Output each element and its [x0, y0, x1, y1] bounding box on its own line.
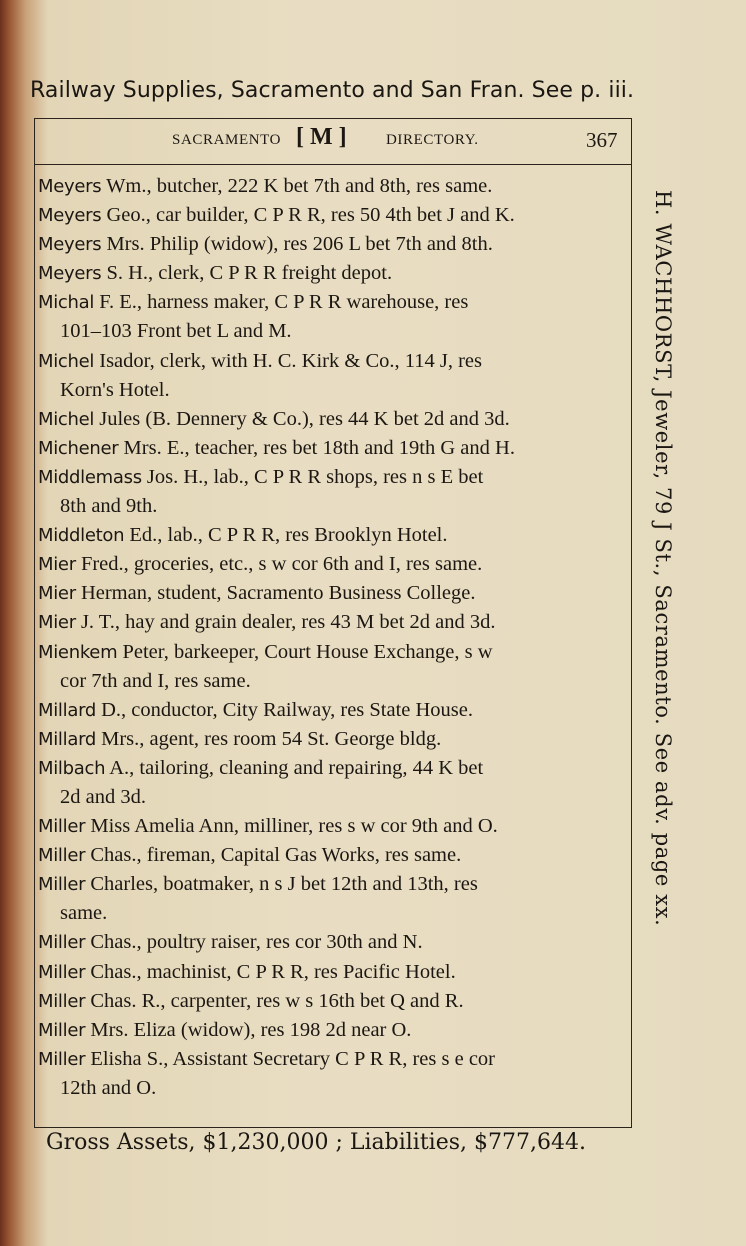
header-city: SACRAMENTO — [172, 132, 282, 148]
directory-entry — [38, 434, 628, 463]
entry-details: Fred., groceries, etc., s w cor 6th and I, res same. — [80, 553, 483, 576]
directory-entry — [38, 201, 628, 230]
header-title: DIRECTORY. — [386, 132, 479, 148]
entry-continuation: 2d and 3d. — [60, 785, 146, 808]
entry-surname: Michal — [38, 292, 95, 314]
entry-details: Elisha S., Assistant Secretary C P R R, res s e cor — [90, 1047, 495, 1070]
directory-entry — [38, 841, 628, 870]
entry-surname: Miller — [38, 961, 86, 983]
side-advertisement — [645, 190, 685, 1070]
page-number: 367 — [586, 128, 618, 152]
entry-surname: Mier — [38, 554, 76, 576]
entry-details: Jos. H., lab., C P R R shops, res n s E bet — [146, 465, 484, 488]
directory-entry — [38, 405, 628, 434]
entry-surname: Millard — [38, 728, 96, 750]
directory-entry — [38, 928, 628, 957]
directory-entry — [38, 958, 628, 987]
entry-surname: Middleton — [38, 525, 125, 547]
entry-continuation: 12th and O. — [60, 1076, 157, 1099]
entry-surname: Michel — [38, 408, 95, 430]
entry-details: Ed., lab., C P R R, res Brooklyn Hotel. — [129, 524, 448, 547]
directory-entry — [38, 1045, 628, 1103]
entry-details: Isador, clerk, with H. C. Kirk & Co., 114 J, res — [99, 349, 482, 372]
entry-details: D., conductor, City Railway, res State House. — [101, 698, 474, 721]
directory-entry — [38, 987, 628, 1016]
entry-details: A., tailoring, cleaning and repairing, 44 K bet — [109, 756, 484, 779]
entry-details: Chas., poultry raiser, res cor 30th and N. — [90, 931, 423, 954]
entry-details: Wm., butcher, 222 K bet 7th and 8th, res same. — [106, 175, 493, 197]
entry-surname: Meyers — [38, 234, 102, 256]
entry-surname: Miller — [38, 932, 86, 954]
directory-entry — [38, 754, 628, 812]
entry-details: Mrs. Philip (widow), res 206 L bet 7th and 8th. — [106, 233, 493, 256]
header-rule — [34, 164, 632, 165]
entry-surname: Millard — [38, 699, 96, 721]
entry-details: Geo., car builder, C P R R, res 50 4th bet J and K. — [106, 204, 515, 227]
entry-details: Mrs. Eliza (widow), res 198 2d near O. — [90, 1018, 412, 1041]
entry-details: S. H., clerk, C P R R freight depot. — [106, 262, 393, 285]
directory-entry — [38, 550, 628, 579]
directory-entry — [38, 347, 628, 405]
entry-details: Peter, barkeeper, Court House Exchange, s w — [122, 640, 493, 663]
directory-entry — [38, 1016, 628, 1045]
entry-details: Charles, boatmaker, n s J bet 12th and 13th, res — [90, 873, 478, 896]
entry-surname: Milbach — [38, 757, 106, 779]
entry-surname: Meyers — [38, 205, 102, 227]
entry-surname: Miller — [38, 990, 86, 1012]
bottom-advertisement: Gross Assets, $1,230,000 ; Liabilities, $777,644. — [46, 1130, 586, 1155]
entry-surname: Middlemass — [38, 466, 142, 488]
entry-details: Herman, student, Sacramento Business College. — [80, 582, 476, 605]
directory-entry — [38, 696, 628, 725]
entry-details: Mrs. E., teacher, res bet 18th and 19th G and H. — [123, 436, 515, 459]
entry-surname: Miller — [38, 1019, 86, 1041]
directory-entry — [38, 579, 628, 608]
entry-surname: Michener — [38, 437, 119, 459]
entry-surname: Michel — [38, 350, 95, 372]
entry-details: F. E., harness maker, C P R R warehouse, res — [99, 291, 469, 314]
directory-entry — [38, 463, 628, 521]
entry-surname: Miller — [38, 1048, 86, 1070]
entry-surname: Miller — [38, 874, 86, 896]
entry-surname: Meyers — [38, 176, 102, 197]
directory-entry — [38, 288, 628, 346]
entry-surname: Meyers — [38, 263, 102, 285]
entry-details: J. T., hay and grain dealer, res 43 M bet 2d and 3d. — [80, 611, 496, 634]
directory-entry — [38, 521, 628, 550]
directory-entry — [38, 259, 628, 288]
side-advertisement-text: H. WACHHORST, Jeweler, 79 J St., Sacramento. See adv. page xx. — [651, 190, 675, 927]
directory-entry — [38, 725, 628, 754]
entry-continuation: same. — [60, 902, 108, 925]
header-letter: [ M ] — [296, 124, 347, 150]
directory-entry — [38, 172, 628, 201]
directory-entry — [38, 870, 628, 928]
directory-entry — [38, 608, 628, 637]
entry-surname: Miller — [38, 845, 86, 867]
entry-continuation: 101–103 Front bet L and M. — [60, 320, 292, 343]
directory-entry — [38, 230, 628, 259]
directory-entry — [38, 638, 628, 696]
entry-details: Miss Amelia Ann, milliner, res s w cor 9th and O. — [90, 815, 498, 838]
entry-surname: Mienkem — [38, 641, 118, 663]
entry-details: Chas., machinist, C P R R, res Pacific Hotel. — [90, 960, 456, 983]
entry-surname: Miller — [38, 816, 86, 838]
top-advertisement: Railway Supplies, Sacramento and San Fran. See p. iii. — [30, 78, 635, 103]
entry-details: Mrs., agent, res room 54 St. George bldg. — [101, 727, 442, 750]
directory-entries — [38, 172, 628, 1103]
entry-continuation: cor 7th and I, res same. — [60, 669, 251, 692]
entry-surname: Mier — [38, 612, 76, 634]
entry-details: Jules (B. Dennery & Co.), res 44 K bet 2d and 3d. — [99, 407, 510, 430]
directory-entry — [38, 812, 628, 841]
running-header — [34, 124, 632, 162]
entry-continuation: 8th and 9th. — [60, 495, 158, 518]
entry-details: Chas. R., carpenter, res w s 16th bet Q and R. — [90, 989, 464, 1012]
entry-surname: Mier — [38, 583, 76, 605]
entry-continuation: Korn's Hotel. — [60, 378, 170, 401]
entry-details: Chas., fireman, Capital Gas Works, res same. — [90, 844, 462, 867]
